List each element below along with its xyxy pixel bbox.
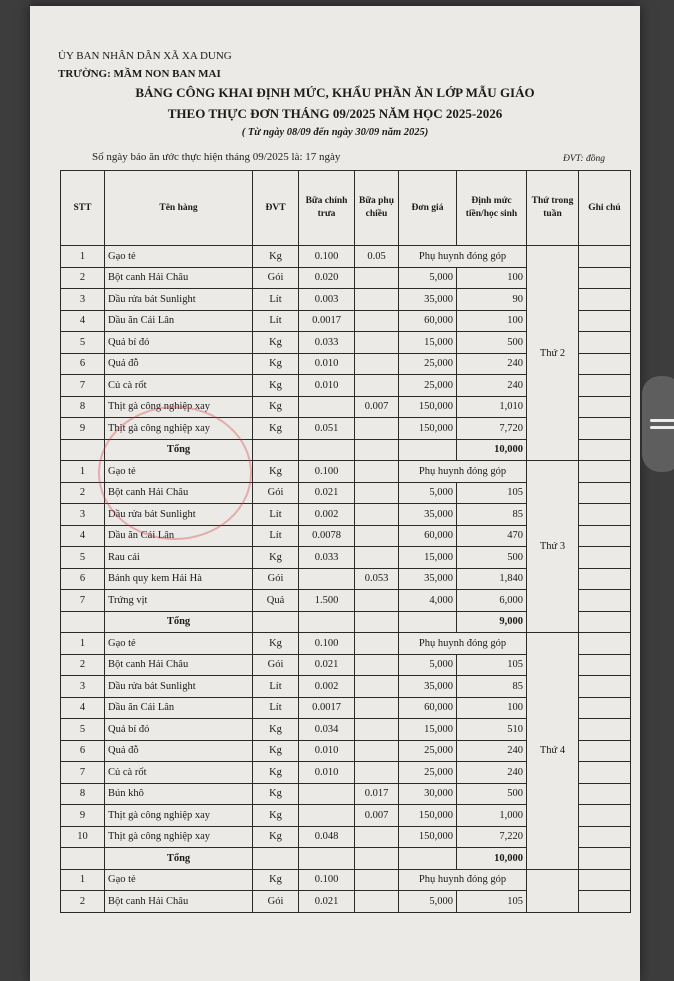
item-name-cell: Bún khô bbox=[105, 783, 253, 805]
snack-qty-cell: 0.007 bbox=[355, 805, 399, 827]
stt-cell: 1 bbox=[61, 633, 105, 655]
stt-cell: 4 bbox=[61, 697, 105, 719]
note-cell bbox=[579, 697, 631, 719]
norm-cell: 100 bbox=[457, 697, 527, 719]
col-dvt: ĐVT bbox=[253, 171, 299, 246]
snack-qty-cell bbox=[355, 762, 399, 784]
doc-subtitle: THEO THỰC ĐƠN THÁNG 09/2025 NĂM HỌC 2025-2026 bbox=[167, 106, 503, 121]
note-cell bbox=[579, 482, 631, 504]
price-cell: 5,000 bbox=[399, 891, 457, 913]
note-cell bbox=[579, 267, 631, 289]
lunch-qty-cell bbox=[299, 805, 355, 827]
lunch-qty-cell: 0.100 bbox=[299, 461, 355, 483]
item-name-cell: Rau cải bbox=[105, 547, 253, 569]
snack-qty-cell bbox=[355, 740, 399, 762]
snack-qty-cell bbox=[355, 590, 399, 612]
stt-cell: 5 bbox=[61, 547, 105, 569]
note-cell bbox=[579, 547, 631, 569]
snack-qty-cell bbox=[355, 332, 399, 354]
stt-cell: 2 bbox=[61, 891, 105, 913]
total-blank bbox=[253, 611, 299, 633]
price-cell: 35,000 bbox=[399, 568, 457, 590]
stt-cell: 6 bbox=[61, 353, 105, 375]
col-price: Đơn giá bbox=[399, 171, 457, 246]
price-cell: 150,000 bbox=[399, 418, 457, 440]
note-cell bbox=[579, 783, 631, 805]
total-blank bbox=[253, 439, 299, 461]
price-cell: 15,000 bbox=[399, 719, 457, 741]
snack-qty-cell bbox=[355, 719, 399, 741]
norm-cell: 1,010 bbox=[457, 396, 527, 418]
weekday-cell: Thứ 3 bbox=[527, 461, 579, 633]
snack-qty-cell bbox=[355, 525, 399, 547]
lunch-qty-cell: 0.010 bbox=[299, 762, 355, 784]
stt-cell: 3 bbox=[61, 676, 105, 698]
lunch-qty-cell: 0.051 bbox=[299, 418, 355, 440]
note-cell bbox=[579, 310, 631, 332]
price-cell: 25,000 bbox=[399, 375, 457, 397]
stt-cell: 3 bbox=[61, 289, 105, 311]
lunch-qty-cell: 0.002 bbox=[299, 676, 355, 698]
unit-cell: Lít bbox=[253, 525, 299, 547]
item-name-cell: Dầu ăn Cái Lân bbox=[105, 697, 253, 719]
note-cell bbox=[579, 869, 631, 891]
col-lunch: Bữa chính trưa bbox=[299, 171, 355, 246]
price-cell: 150,000 bbox=[399, 805, 457, 827]
item-name-cell: Dầu ăn Cái Lân bbox=[105, 310, 253, 332]
total-blank bbox=[399, 848, 457, 870]
item-name-cell: Dầu rửa bát Sunlight bbox=[105, 504, 253, 526]
total-label: Tổng bbox=[105, 848, 253, 870]
note-cell bbox=[579, 611, 631, 633]
price-cell: 150,000 bbox=[399, 826, 457, 848]
table-row bbox=[61, 246, 631, 268]
norm-cell: 85 bbox=[457, 504, 527, 526]
stt-cell: 2 bbox=[61, 654, 105, 676]
norm-cell: 7,720 bbox=[457, 418, 527, 440]
unit-cell: Lít bbox=[253, 676, 299, 698]
total-blank bbox=[399, 611, 457, 633]
norm-cell: 1,840 bbox=[457, 568, 527, 590]
price-cell: Phụ huynh đóng góp bbox=[399, 869, 527, 891]
snack-qty-cell bbox=[355, 547, 399, 569]
note-cell bbox=[579, 289, 631, 311]
snack-qty-cell bbox=[355, 267, 399, 289]
unit-cell: Kg bbox=[253, 805, 299, 827]
note-cell bbox=[579, 418, 631, 440]
note-cell bbox=[579, 439, 631, 461]
snack-qty-cell bbox=[355, 676, 399, 698]
snack-qty-cell: 0.053 bbox=[355, 568, 399, 590]
item-name-cell: Quả bí đỏ bbox=[105, 332, 253, 354]
unit-cell: Gói bbox=[253, 568, 299, 590]
price-cell: 5,000 bbox=[399, 482, 457, 504]
unit-cell: Gói bbox=[253, 482, 299, 504]
lunch-qty-cell bbox=[299, 568, 355, 590]
norm-cell: 7,220 bbox=[457, 826, 527, 848]
unit-cell: Kg bbox=[253, 740, 299, 762]
note-cell bbox=[579, 461, 631, 483]
price-cell: 35,000 bbox=[399, 676, 457, 698]
note-cell bbox=[579, 590, 631, 612]
item-name-cell: Quả bí đỏ bbox=[105, 719, 253, 741]
unit-cell: Kg bbox=[253, 783, 299, 805]
unit-cell: Kg bbox=[253, 461, 299, 483]
lunch-qty-cell: 0.048 bbox=[299, 826, 355, 848]
price-cell: 5,000 bbox=[399, 267, 457, 289]
note-cell bbox=[579, 848, 631, 870]
note-cell bbox=[579, 654, 631, 676]
lunch-qty-cell: 0.0017 bbox=[299, 697, 355, 719]
stt-cell: 9 bbox=[61, 805, 105, 827]
item-name-cell: Bột canh Hải Châu bbox=[105, 482, 253, 504]
weekday-cell: Thứ 4 bbox=[527, 633, 579, 870]
norm-cell: 500 bbox=[457, 783, 527, 805]
lunch-qty-cell: 0.020 bbox=[299, 267, 355, 289]
col-weekday: Thứ trong tuần bbox=[527, 171, 579, 246]
unit-cell: Kg bbox=[253, 547, 299, 569]
total-value: 10,000 bbox=[457, 848, 527, 870]
norm-cell: 510 bbox=[457, 719, 527, 741]
school-name: TRƯỜNG: MẦM NON BAN MAI bbox=[58, 68, 221, 80]
unit-cell: Kg bbox=[253, 826, 299, 848]
snack-qty-cell: 0.017 bbox=[355, 783, 399, 805]
total-label: Tổng bbox=[105, 611, 253, 633]
table-row bbox=[61, 633, 631, 655]
unit-cell: Kg bbox=[253, 332, 299, 354]
lunch-qty-cell: 0.100 bbox=[299, 869, 355, 891]
document-page bbox=[30, 6, 640, 981]
col-note: Ghi chú bbox=[579, 171, 631, 246]
unit-cell: Kg bbox=[253, 633, 299, 655]
unit-cell: Kg bbox=[253, 375, 299, 397]
item-name-cell: Bánh quy kem Hải Hà bbox=[105, 568, 253, 590]
note-cell bbox=[579, 676, 631, 698]
unit-cell: Gói bbox=[253, 267, 299, 289]
note-cell bbox=[579, 805, 631, 827]
unit-cell: Lít bbox=[253, 289, 299, 311]
stt-cell: 1 bbox=[61, 461, 105, 483]
item-name-cell: Gạo tẻ bbox=[105, 633, 253, 655]
unit-cell: Kg bbox=[253, 353, 299, 375]
lunch-qty-cell: 0.021 bbox=[299, 482, 355, 504]
total-value: 10,000 bbox=[457, 439, 527, 461]
total-blank bbox=[299, 848, 355, 870]
norm-cell: 240 bbox=[457, 762, 527, 784]
norm-cell: 470 bbox=[457, 525, 527, 547]
item-name-cell: Dầu ăn Cái Lân bbox=[105, 525, 253, 547]
snack-qty-cell: 0.05 bbox=[355, 246, 399, 268]
snack-qty-cell bbox=[355, 461, 399, 483]
note-cell bbox=[579, 740, 631, 762]
item-name-cell: Củ cà rốt bbox=[105, 762, 253, 784]
lunch-qty-cell: 0.033 bbox=[299, 332, 355, 354]
doc-title: BẢNG CÔNG KHAI ĐỊNH MỨC, KHẨU PHẦN ĂN LỚP MẪU GIÁO bbox=[135, 85, 535, 100]
unit-cell: Gói bbox=[253, 891, 299, 913]
col-snack: Bữa phụ chiều bbox=[355, 171, 399, 246]
currency-unit: ĐVT: đồng bbox=[563, 154, 605, 164]
stt-cell: 4 bbox=[61, 310, 105, 332]
unit-cell: Kg bbox=[253, 418, 299, 440]
note-cell bbox=[579, 332, 631, 354]
lunch-qty-cell: 0.010 bbox=[299, 740, 355, 762]
report-days: Số ngày báo ăn ước thực hiện tháng 09/2025 là: 17 ngày bbox=[92, 151, 341, 163]
lunch-qty-cell: 0.002 bbox=[299, 504, 355, 526]
norm-cell: 6,000 bbox=[457, 590, 527, 612]
stt-cell: 7 bbox=[61, 762, 105, 784]
unit-cell: Lít bbox=[253, 504, 299, 526]
price-cell: 60,000 bbox=[399, 525, 457, 547]
total-blank bbox=[399, 439, 457, 461]
unit-cell: Kg bbox=[253, 246, 299, 268]
price-cell: 4,000 bbox=[399, 590, 457, 612]
total-blank bbox=[355, 439, 399, 461]
handle-grip-line bbox=[650, 419, 674, 422]
weekday-cell: Thứ 2 bbox=[527, 246, 579, 461]
org-name: ỦY BAN NHÂN DÂN XÃ XA DUNG bbox=[58, 50, 232, 62]
norm-cell: 100 bbox=[457, 267, 527, 289]
price-cell: Phụ huynh đóng góp bbox=[399, 246, 527, 268]
lunch-qty-cell: 0.010 bbox=[299, 375, 355, 397]
price-cell: 5,000 bbox=[399, 654, 457, 676]
snack-qty-cell bbox=[355, 654, 399, 676]
stt-cell: 5 bbox=[61, 332, 105, 354]
total-blank bbox=[299, 611, 355, 633]
unit-cell: Kg bbox=[253, 762, 299, 784]
note-cell bbox=[579, 762, 631, 784]
unit-cell: Kg bbox=[253, 869, 299, 891]
stt-cell: 10 bbox=[61, 826, 105, 848]
item-name-cell: Gạo tẻ bbox=[105, 461, 253, 483]
snack-qty-cell bbox=[355, 504, 399, 526]
lunch-qty-cell bbox=[299, 396, 355, 418]
item-name-cell: Dầu rửa bát Sunlight bbox=[105, 676, 253, 698]
date-range: ( Từ ngày 08/09 đến ngày 30/09 năm 2025) bbox=[241, 127, 429, 138]
price-cell: 150,000 bbox=[399, 396, 457, 418]
stt-cell: 1 bbox=[61, 869, 105, 891]
stt-cell: 7 bbox=[61, 590, 105, 612]
unit-cell: Quả bbox=[253, 590, 299, 612]
item-name-cell: Thịt gà công nghiệp xay bbox=[105, 396, 253, 418]
norm-cell: 90 bbox=[457, 289, 527, 311]
stt-cell: 8 bbox=[61, 396, 105, 418]
table-header-row bbox=[61, 171, 631, 246]
stt-cell: 6 bbox=[61, 740, 105, 762]
unit-cell: Lít bbox=[253, 697, 299, 719]
note-cell bbox=[579, 633, 631, 655]
snack-qty-cell: 0.007 bbox=[355, 396, 399, 418]
norm-cell: 1,000 bbox=[457, 805, 527, 827]
table-row bbox=[61, 869, 631, 891]
norm-cell: 100 bbox=[457, 310, 527, 332]
scroll-handle[interactable] bbox=[642, 376, 674, 472]
snack-qty-cell bbox=[355, 418, 399, 440]
norm-cell: 105 bbox=[457, 891, 527, 913]
norm-cell: 240 bbox=[457, 375, 527, 397]
snack-qty-cell bbox=[355, 633, 399, 655]
item-name-cell: Thịt gà công nghiệp xay bbox=[105, 805, 253, 827]
lunch-qty-cell: 0.100 bbox=[299, 246, 355, 268]
snack-qty-cell bbox=[355, 310, 399, 332]
stt-cell: 9 bbox=[61, 418, 105, 440]
item-name-cell: Thịt gà công nghiệp xay bbox=[105, 418, 253, 440]
weekday-cell bbox=[527, 869, 579, 912]
total-value: 9,000 bbox=[457, 611, 527, 633]
price-cell: Phụ huynh đóng góp bbox=[399, 461, 527, 483]
price-cell: 35,000 bbox=[399, 504, 457, 526]
price-cell: 25,000 bbox=[399, 762, 457, 784]
item-name-cell: Thịt gà công nghiệp xay bbox=[105, 826, 253, 848]
item-name-cell: Trứng vịt bbox=[105, 590, 253, 612]
stt-cell: 2 bbox=[61, 482, 105, 504]
item-name-cell: Dầu rửa bát Sunlight bbox=[105, 289, 253, 311]
lunch-qty-cell: 0.021 bbox=[299, 891, 355, 913]
total-blank bbox=[355, 848, 399, 870]
price-cell: 60,000 bbox=[399, 310, 457, 332]
item-name-cell: Bột canh Hải Châu bbox=[105, 267, 253, 289]
lunch-qty-cell: 0.021 bbox=[299, 654, 355, 676]
snack-qty-cell bbox=[355, 697, 399, 719]
price-cell: 30,000 bbox=[399, 783, 457, 805]
snack-qty-cell bbox=[355, 289, 399, 311]
stt-cell: 5 bbox=[61, 719, 105, 741]
note-cell bbox=[579, 891, 631, 913]
note-cell bbox=[579, 826, 631, 848]
note-cell bbox=[579, 396, 631, 418]
col-stt: STT bbox=[61, 171, 105, 246]
note-cell bbox=[579, 568, 631, 590]
item-name-cell: Bột canh Hải Châu bbox=[105, 654, 253, 676]
total-label: Tổng bbox=[105, 439, 253, 461]
note-cell bbox=[579, 525, 631, 547]
stt-cell: 4 bbox=[61, 525, 105, 547]
stt-cell: 6 bbox=[61, 568, 105, 590]
unit-cell: Kg bbox=[253, 396, 299, 418]
price-cell: 25,000 bbox=[399, 740, 457, 762]
item-name-cell: Củ cà rốt bbox=[105, 375, 253, 397]
lunch-qty-cell: 0.034 bbox=[299, 719, 355, 741]
price-cell: 35,000 bbox=[399, 289, 457, 311]
lunch-qty-cell: 0.100 bbox=[299, 633, 355, 655]
stt-cell: 8 bbox=[61, 783, 105, 805]
norm-cell: 500 bbox=[457, 332, 527, 354]
col-name: Tên hàng bbox=[105, 171, 253, 246]
total-blank bbox=[299, 439, 355, 461]
lunch-qty-cell: 0.033 bbox=[299, 547, 355, 569]
lunch-qty-cell: 0.010 bbox=[299, 353, 355, 375]
item-name-cell: Gạo tẻ bbox=[105, 869, 253, 891]
total-blank bbox=[355, 611, 399, 633]
stt-cell: 1 bbox=[61, 246, 105, 268]
note-cell bbox=[579, 353, 631, 375]
table-row bbox=[61, 461, 631, 483]
lunch-qty-cell: 0.0078 bbox=[299, 525, 355, 547]
note-cell bbox=[579, 719, 631, 741]
stt-cell: 2 bbox=[61, 267, 105, 289]
total-blank bbox=[253, 848, 299, 870]
norm-cell: 105 bbox=[457, 482, 527, 504]
lunch-qty-cell: 1.500 bbox=[299, 590, 355, 612]
item-name-cell: Bột canh Hải Châu bbox=[105, 891, 253, 913]
price-cell: 15,000 bbox=[399, 332, 457, 354]
total-blank bbox=[61, 439, 105, 461]
item-name-cell: Quả đỗ bbox=[105, 740, 253, 762]
item-name-cell: Quả đỗ bbox=[105, 353, 253, 375]
snack-qty-cell bbox=[355, 891, 399, 913]
lunch-qty-cell bbox=[299, 783, 355, 805]
lunch-qty-cell: 0.003 bbox=[299, 289, 355, 311]
col-norm: Định mức tiền/học sinh bbox=[457, 171, 527, 246]
snack-qty-cell bbox=[355, 482, 399, 504]
price-cell: 25,000 bbox=[399, 353, 457, 375]
total-blank bbox=[61, 611, 105, 633]
norm-cell: 240 bbox=[457, 353, 527, 375]
norm-cell: 240 bbox=[457, 740, 527, 762]
norm-cell: 105 bbox=[457, 654, 527, 676]
price-cell: Phụ huynh đóng góp bbox=[399, 633, 527, 655]
unit-cell: Gói bbox=[253, 654, 299, 676]
snack-qty-cell bbox=[355, 869, 399, 891]
unit-cell: Kg bbox=[253, 719, 299, 741]
stt-cell: 3 bbox=[61, 504, 105, 526]
note-cell bbox=[579, 375, 631, 397]
lunch-qty-cell: 0.0017 bbox=[299, 310, 355, 332]
price-cell: 60,000 bbox=[399, 697, 457, 719]
price-cell: 15,000 bbox=[399, 547, 457, 569]
note-cell bbox=[579, 246, 631, 268]
total-blank bbox=[61, 848, 105, 870]
note-cell bbox=[579, 504, 631, 526]
snack-qty-cell bbox=[355, 375, 399, 397]
item-name-cell: Gạo tẻ bbox=[105, 246, 253, 268]
snack-qty-cell bbox=[355, 353, 399, 375]
ration-table bbox=[60, 170, 631, 913]
unit-cell: Lít bbox=[253, 310, 299, 332]
snack-qty-cell bbox=[355, 826, 399, 848]
norm-cell: 500 bbox=[457, 547, 527, 569]
stt-cell: 7 bbox=[61, 375, 105, 397]
handle-grip-line bbox=[650, 426, 674, 429]
norm-cell: 85 bbox=[457, 676, 527, 698]
